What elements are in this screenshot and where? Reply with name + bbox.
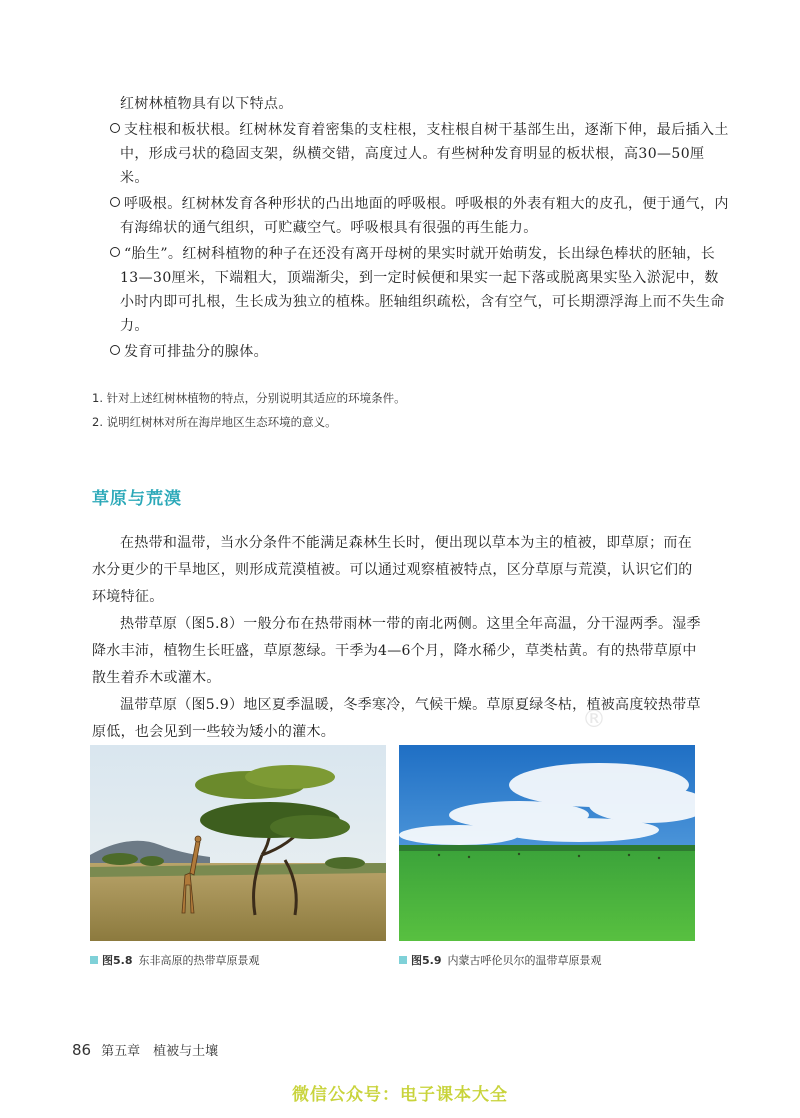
chapter-title: 第五章 植被与土壤 <box>101 1044 219 1059</box>
page-footer <box>72 1040 218 1059</box>
grassland-photo <box>399 745 695 941</box>
paragraph-tropical: 热带草原（图5.8）一般分布在热带雨林一带的南北两侧。这里全年高温，分干湿两季。湿季降水丰沛，植物生长旺盛，草原葱绿。干季为4—6个月，降水稀少，草类枯黄。有的热带草原中散生着乔木或灌木。 <box>92 616 701 686</box>
savanna-photo <box>90 745 386 941</box>
watermark-text: 微信公众号：电子课本大全 <box>292 1085 508 1105</box>
paragraph-temperate: 温带草原（图5.9）地区夏季温暖，冬季寒冷，气候干燥。草原夏绿冬枯，植被高度较热带草原低，也会见到一些较为矮小的灌木。 <box>92 697 701 740</box>
figure-caption-text: 内蒙古呼伦贝尔的温带草原景观 <box>447 954 602 967</box>
circle-bullet-icon <box>110 197 120 207</box>
registered-mark: ® <box>582 705 606 733</box>
bullet-salt-glands <box>92 340 732 364</box>
figure-caption-text: 东非高原的热带草原景观 <box>138 954 260 967</box>
question-2: 2. 说明红树林对所在海岸地区生态环境的意义。 <box>92 415 337 429</box>
caption-marker-icon <box>90 956 98 964</box>
paragraph-intro: 在热带和温带，当水分条件不能满足森林生长时，便出现以草本为主的植被，即草原；而在水分更少的干旱地区，则形成荒漠植被。可以通过观察植被特点，区分草原与荒漠，认识它们的环境特征。 <box>92 535 693 605</box>
caption-marker-icon <box>399 956 407 964</box>
bullet-text: “胎生”。红树科植物的种子在还没有离开母树的果实时就开始萌发，长出绿色棒状的胚轴，长13—30厘米，下端粗大，顶端渐尖，到一定时候便和果实一起下落或脱离果实坠入淤泥中，数小时内即可扎根，生长成为独立的植株。胚轴组织疏松，含有空气，可长期漂浮海上而不失生命力。 <box>120 246 725 334</box>
bullet-text: 支柱根和板状根。红树林发育着密集的支柱根，支柱根自树干基部生出，逐渐下伸，最后插入土中，形成弓状的稳固支架，纵横交错，高度过人。有些树种发育明显的板状根，高30—50厘米。 <box>120 122 729 186</box>
bullet-text: 发育可排盐分的腺体。 <box>124 344 268 360</box>
figure-number: 图5.8 <box>102 954 133 967</box>
bullet-breathing-roots <box>92 192 732 240</box>
intro-text: 红树林植物具有以下特点。 <box>120 96 293 112</box>
circle-bullet-icon <box>110 247 120 257</box>
question-1: 1. 针对上述红树林植物的特点，分别说明其适应的环境条件。 <box>92 391 406 405</box>
figure-caption-5-8 <box>90 952 260 968</box>
circle-bullet-icon <box>110 345 120 355</box>
bullet-prop-roots <box>92 118 732 190</box>
bullet-text: 呼吸根。红树林发育各种形状的凸出地面的呼吸根。呼吸根的外表有粗大的皮孔，便于通气，内有海绵状的通气组织，可贮藏空气。呼吸根具有很强的再生能力。 <box>120 196 729 236</box>
page-number: 86 <box>72 1041 92 1059</box>
circle-bullet-icon <box>110 123 120 133</box>
figure-number: 图5.9 <box>411 954 442 967</box>
section-title: 草原与荒漠 <box>92 489 182 509</box>
mangrove-intro <box>92 92 704 116</box>
bullet-viviparity <box>92 242 732 338</box>
figure-caption-5-9 <box>399 952 602 968</box>
